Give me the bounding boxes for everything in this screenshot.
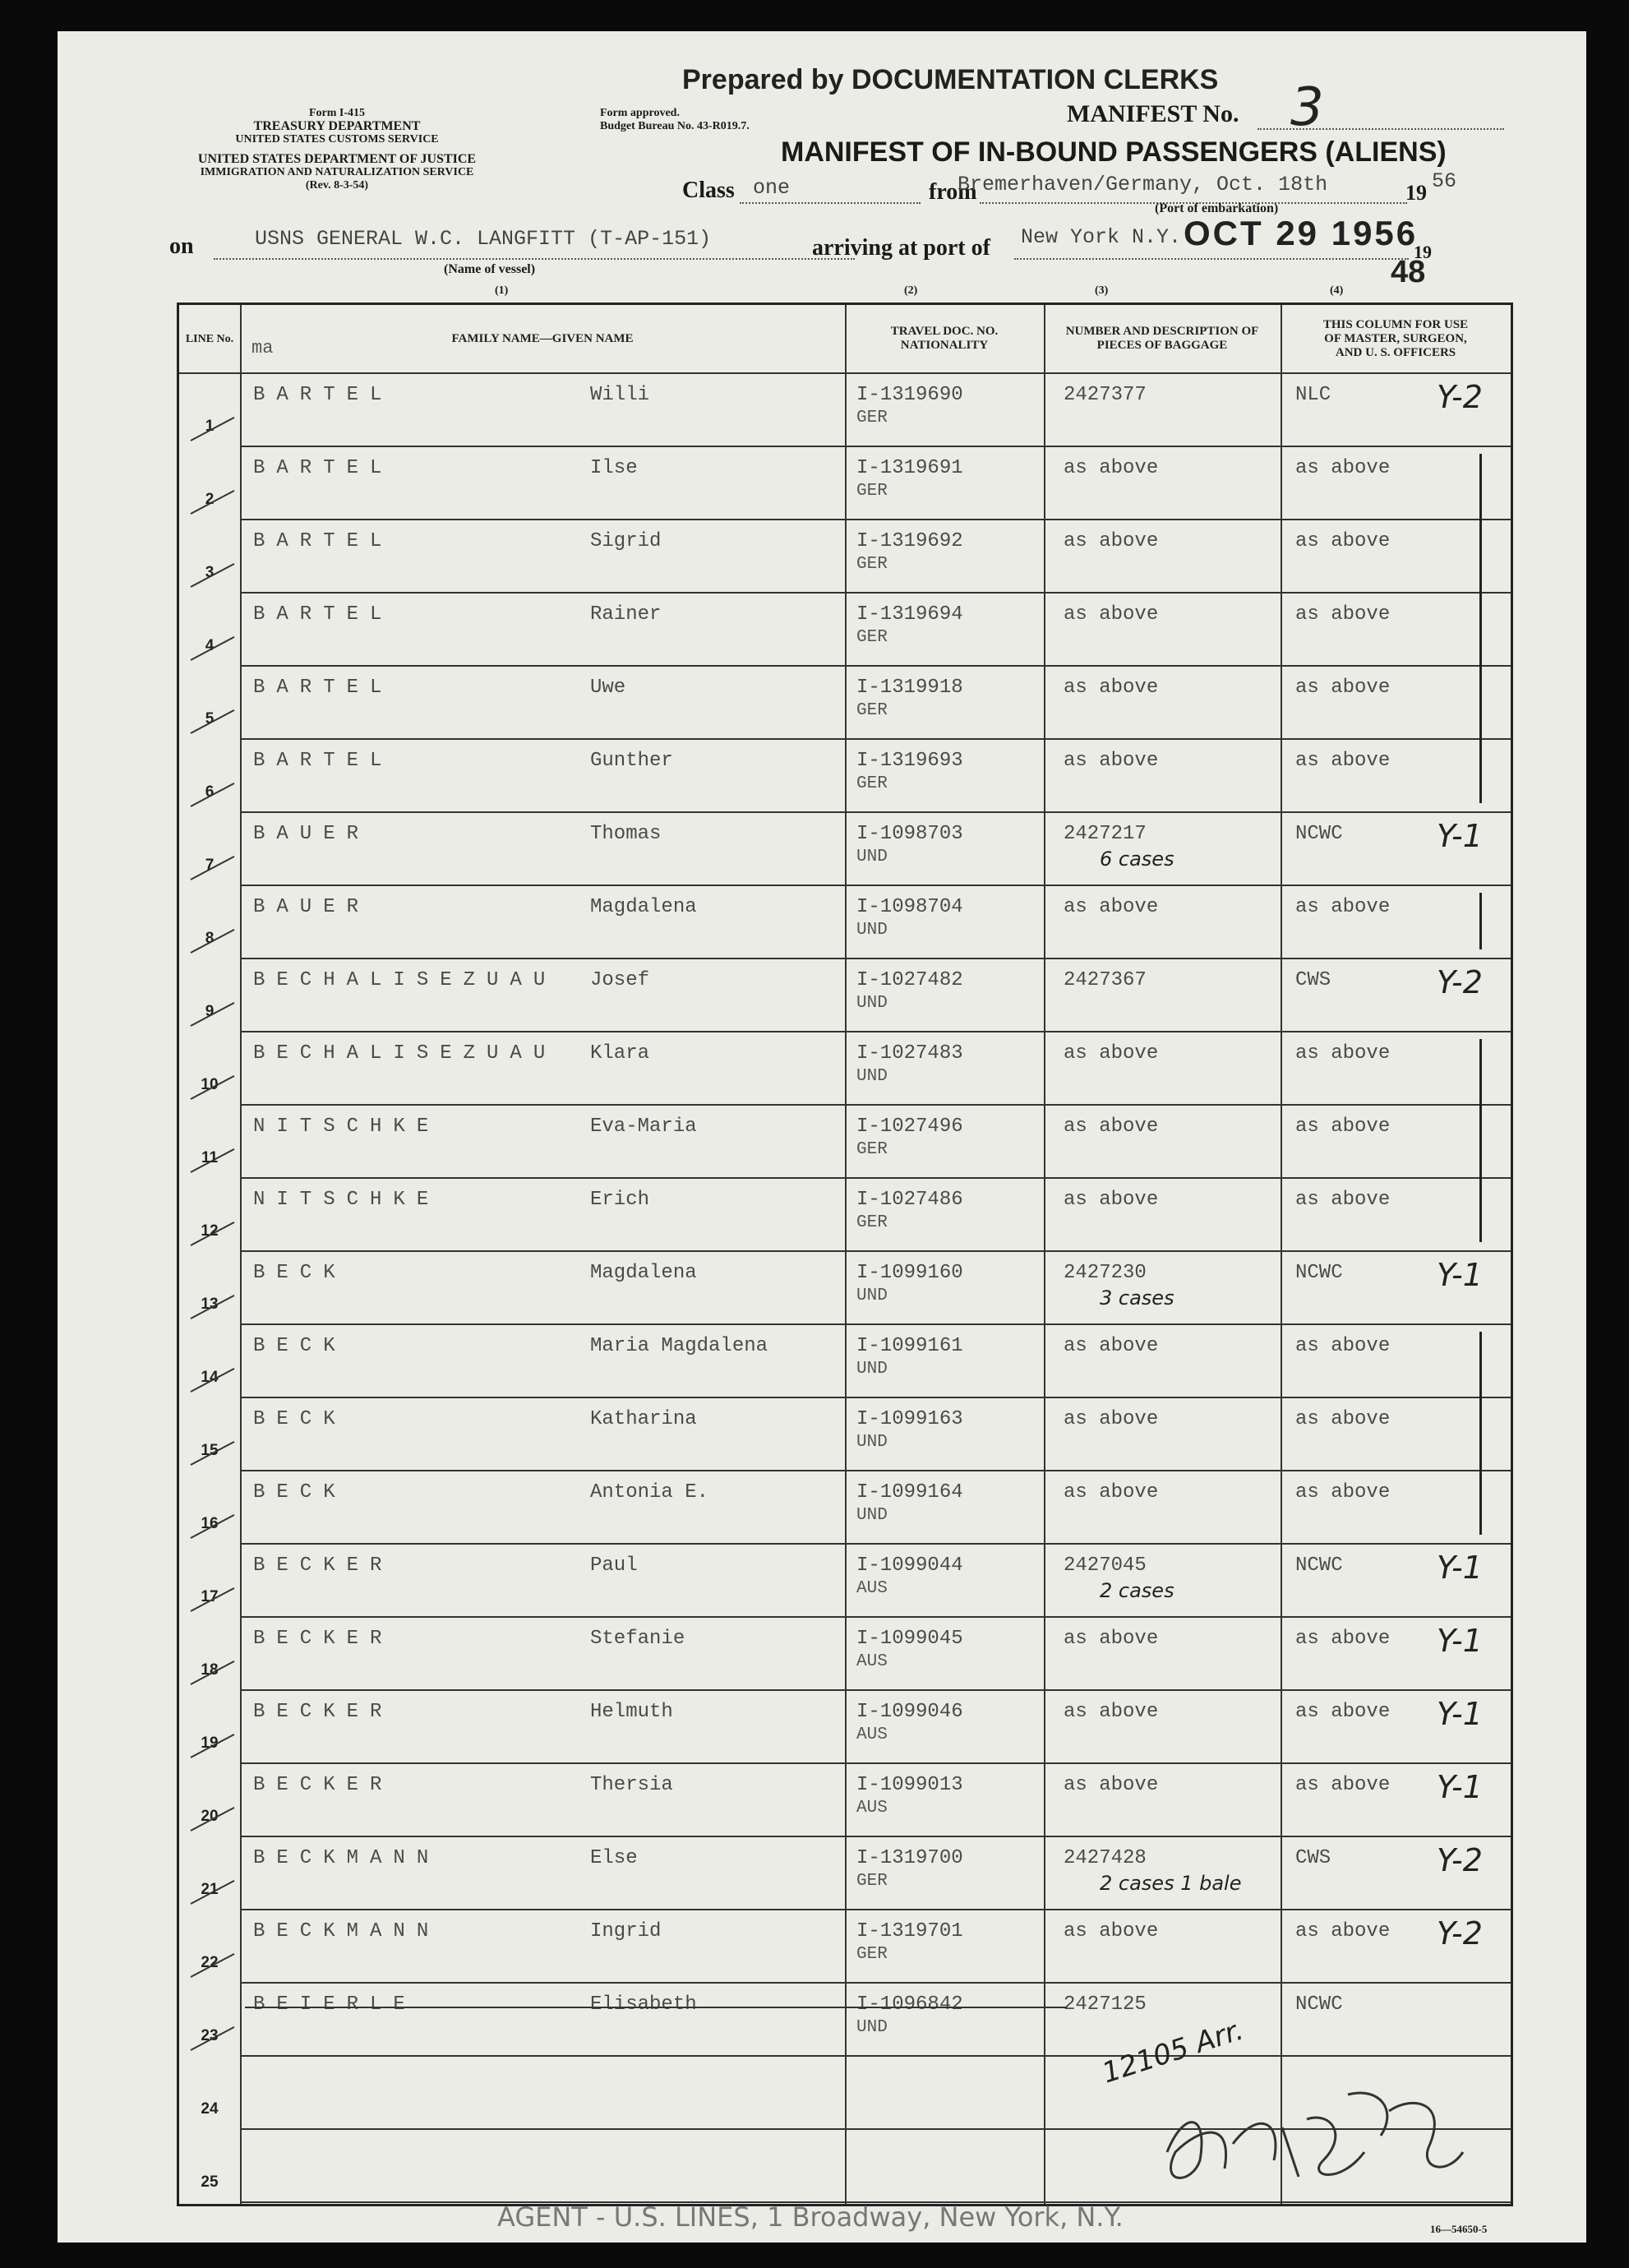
inspection-mark: Y-2 (1437, 1842, 1483, 1878)
baggage-note: 3 cases (1100, 1286, 1174, 1310)
nationality: AUS (856, 1652, 888, 1671)
family-name: BECKER (253, 1628, 394, 1650)
manifest-title: MANIFEST OF IN-BOUND PASSENGERS (ALIENS) (781, 136, 1447, 168)
inspection-mark: Y-1 (1437, 1696, 1483, 1732)
nationality: UND (856, 1360, 888, 1379)
travel-doc-number: I-1319693 (856, 750, 963, 772)
line-number: 18 (201, 1661, 219, 1679)
manifest-number-label: MANIFEST No. (1067, 100, 1239, 127)
family-name: BECK (253, 1481, 347, 1504)
col-number-2: (2) (904, 284, 918, 297)
line-number: 12 (201, 1222, 219, 1240)
table-row (179, 446, 1511, 519)
line-number: 15 (201, 1442, 219, 1460)
given-name: Stefanie (590, 1628, 685, 1650)
line-number: 11 (201, 1149, 219, 1167)
table-row (179, 665, 1511, 738)
travel-doc-number: I-1319700 (856, 1847, 963, 1869)
baggage-number: 2427367 (1064, 969, 1147, 991)
class-label: Class (682, 178, 735, 203)
travel-doc-number: I-1319918 (856, 677, 963, 699)
port-embarkation-caption: (Port of embarkation) (1155, 201, 1279, 215)
table-row (179, 1397, 1511, 1470)
baggage-number: as above (1064, 896, 1159, 918)
signature-stroke-2 (1348, 2093, 1463, 2167)
line-number: 9 (205, 1003, 215, 1021)
class-value: one (753, 176, 791, 200)
nationality: AUS (856, 1725, 888, 1744)
baggage-number: 2427125 (1064, 1993, 1147, 2016)
nationality: UND (856, 994, 888, 1013)
travel-doc-number: I-1319694 (856, 603, 963, 626)
baggage-number: as above (1064, 530, 1159, 552)
nationality: GER (856, 701, 888, 720)
vessel-caption: (Name of vessel) (444, 262, 536, 276)
travel-doc-number: I-1027482 (856, 969, 963, 991)
from-label: from (929, 179, 977, 205)
family-name: BECKMANN (253, 1920, 441, 1942)
given-name: Elisabeth (590, 1993, 697, 2016)
department-block: UNITED STATES DEPARTMENT OF JUSTICE IMMIGRATION AND NATURALIZATION SERVICE (Rev. 8-3-54) (197, 152, 477, 192)
officer-note: as above (1295, 1701, 1391, 1723)
given-name: Else (590, 1847, 638, 1869)
header-name: FAMILY NAME—GIVEN NAME (451, 331, 634, 345)
family-name: BECKER (253, 1701, 394, 1723)
given-name: Thomas (590, 823, 662, 845)
nationality: AUS (856, 1799, 888, 1818)
travel-doc-number: I-1099161 (856, 1335, 963, 1357)
line-number: 10 (201, 1076, 219, 1094)
nationality: UND (856, 921, 888, 940)
table-row (179, 958, 1511, 1031)
officer-note: as above (1295, 1408, 1391, 1430)
sheet-number: 48 (1391, 255, 1426, 289)
given-name: Katharina (590, 1408, 697, 1430)
travel-doc-number: I-1099013 (856, 1774, 963, 1796)
from-value: Bremerhaven/Germany, Oct. 18th (958, 173, 1328, 196)
travel-doc-number: I-1319690 (856, 384, 963, 406)
travel-doc-number: I-1319692 (856, 530, 963, 552)
vessel-line (214, 258, 855, 260)
officer-note: as above (1295, 530, 1391, 552)
col-number-4: (4) (1330, 284, 1344, 297)
travel-doc-number: I-1027483 (856, 1042, 963, 1065)
officer-note: NCWC (1295, 1262, 1343, 1284)
given-name: Paul (590, 1554, 638, 1577)
handwritten-arrival-note: 12105 Arr. (1098, 2013, 1248, 2090)
class-line (740, 202, 921, 204)
nationality: GER (856, 1140, 888, 1159)
nationality: UND (856, 1506, 888, 1525)
line-number: 5 (205, 710, 215, 728)
header-baggage: NUMBER AND DESCRIPTION OF PIECES OF BAGGAGE (1065, 325, 1259, 352)
given-name: Helmuth (590, 1701, 673, 1723)
nationality: AUS (856, 1579, 888, 1598)
officer-note: as above (1295, 603, 1391, 626)
officer-note: as above (1295, 1189, 1391, 1211)
baggage-number: as above (1064, 1042, 1159, 1065)
baggage-number: as above (1064, 1189, 1159, 1211)
table-row (179, 1616, 1511, 1689)
table-row (179, 519, 1511, 592)
table-row (179, 1543, 1511, 1616)
family-name: BARTEL (253, 677, 394, 699)
officer-note: NLC (1295, 384, 1331, 406)
col-number-3: (3) (1095, 284, 1109, 297)
travel-doc-number: I-1098704 (856, 896, 963, 918)
line-number: 22 (201, 1954, 219, 1972)
prepared-by-stamp: Prepared by DOCUMENTATION CLERKS (682, 64, 1219, 95)
baggage-number: 2427377 (1064, 384, 1147, 406)
header-line-no: LINE No. (185, 332, 234, 345)
line-number: 4 (205, 637, 215, 655)
manifest-page (58, 31, 1586, 2243)
line-number: 19 (201, 1734, 219, 1753)
baggage-note: 2 cases 1 bale (1100, 1872, 1242, 1895)
given-name: Erich (590, 1189, 650, 1211)
travel-doc-number: I-1099045 (856, 1628, 963, 1650)
table-row (179, 1031, 1511, 1104)
arrival-port: New York N.Y. (1021, 225, 1182, 249)
arrival-year-prefix: 19 (1414, 242, 1432, 262)
table-row (179, 372, 1511, 446)
nationality: GER (856, 774, 888, 793)
table-row (179, 738, 1511, 811)
on-label: on (169, 233, 194, 259)
table-row (179, 1177, 1511, 1250)
travel-doc-number: I-1099046 (856, 1701, 963, 1723)
baggage-number: as above (1064, 1774, 1159, 1796)
inspection-mark: Y-1 (1437, 1550, 1483, 1586)
family-name: BARTEL (253, 750, 394, 772)
given-name: Ilse (590, 457, 638, 479)
given-name: Uwe (590, 677, 626, 699)
line-number: 1 (205, 418, 215, 436)
arriving-label: arriving at port of (812, 235, 990, 261)
inspection-mark: Y-2 (1437, 1915, 1483, 1952)
strike-through-line (245, 2007, 1067, 2008)
nationality: GER (856, 555, 888, 574)
given-name: Magdalena (590, 1262, 697, 1284)
nationality: GER (856, 482, 888, 501)
line-number: 8 (205, 930, 215, 948)
officer-note: as above (1295, 1774, 1391, 1796)
officer-note: as above (1295, 1628, 1391, 1650)
given-name: Josef (590, 969, 650, 991)
table-row (179, 1250, 1511, 1323)
officer-note: NCWC (1295, 1993, 1343, 2016)
line-number: 16 (201, 1515, 219, 1533)
officer-note: as above (1295, 750, 1391, 772)
officer-note: as above (1295, 896, 1391, 918)
nationality: GER (856, 1213, 888, 1232)
given-name: Eva-Maria (590, 1116, 697, 1138)
vessel-name: USNS GENERAL W.C. LANGFITT (T-AP-151) (255, 227, 712, 251)
arrival-line (1014, 258, 1409, 260)
family-name: NITSCHKE (253, 1189, 441, 1211)
year-value: 56 (1432, 169, 1457, 193)
baggage-number: as above (1064, 1408, 1159, 1430)
form-code: 16—54650-5 (1430, 2223, 1488, 2235)
line-number: 20 (201, 1808, 219, 1826)
travel-doc-number: I-1098703 (856, 823, 963, 845)
ditto-vertical-mark (1479, 893, 1482, 949)
line-number: 25 (201, 2173, 219, 2192)
baggage-number: as above (1064, 677, 1159, 699)
officer-note: CWS (1295, 969, 1331, 991)
family-name: BECKER (253, 1774, 394, 1796)
col-number-1: (1) (495, 284, 509, 297)
family-name: BECHALISEZUAU (253, 969, 557, 991)
baggage-number: as above (1064, 750, 1159, 772)
line-number: 6 (205, 783, 215, 801)
officer-note: as above (1295, 677, 1391, 699)
baggage-number: 2427428 (1064, 1847, 1147, 1869)
inspection-mark: Y-1 (1437, 1257, 1483, 1293)
nationality: UND (856, 2018, 888, 2037)
officer-note: NCWC (1295, 823, 1343, 845)
inspection-mark: Y-1 (1437, 818, 1483, 854)
baggage-number: as above (1064, 1481, 1159, 1504)
table-row (179, 1470, 1511, 1543)
nationality: UND (856, 1433, 888, 1452)
travel-doc-number: I-1096842 (856, 1993, 963, 2016)
table-row (179, 1104, 1511, 1177)
baggage-number: as above (1064, 603, 1159, 626)
table-row (179, 1982, 1511, 2055)
baggage-number: 2427045 (1064, 1554, 1147, 1577)
given-name: Ingrid (590, 1920, 662, 1942)
family-name: BAUER (253, 896, 371, 918)
header-travel: TRAVEL DOC. NO. NATIONALITY (890, 325, 999, 352)
header-officers: THIS COLUMN FOR USE OF MASTER, SURGEON, AND U. S. OFFICERS (1322, 317, 1469, 359)
line-number: 3 (205, 564, 215, 582)
table-row (179, 1909, 1511, 1982)
line-number: 24 (201, 2100, 219, 2118)
travel-doc-number: I-1099160 (856, 1262, 963, 1284)
baggage-number: 2427230 (1064, 1262, 1147, 1284)
family-name: BARTEL (253, 530, 394, 552)
ditto-vertical-mark (1479, 1332, 1482, 1535)
inspection-mark: Y-1 (1437, 1769, 1483, 1805)
family-name: BARTEL (253, 384, 394, 406)
travel-doc-number: I-1099163 (856, 1408, 963, 1430)
travel-doc-number: I-1027496 (856, 1116, 963, 1138)
line-number: 14 (201, 1369, 219, 1387)
nationality: GER (856, 628, 888, 647)
officer-note: as above (1295, 457, 1391, 479)
baggage-number: as above (1064, 1116, 1159, 1138)
baggage-number: as above (1064, 1628, 1159, 1650)
nationality: GER (856, 1872, 888, 1891)
family-name: BECK (253, 1335, 347, 1357)
travel-doc-number: I-1027486 (856, 1189, 963, 1211)
baggage-note: 6 cases (1100, 848, 1174, 871)
arrival-date-stamp: OCT 29 1956 (1184, 214, 1419, 252)
form-number-block: Form I-415 TREASURY DEPARTMENT UNITED STATES CUSTOMS SERVICE (235, 107, 439, 146)
family-name: BECKMANN (253, 1847, 441, 1869)
signature-stroke-1 (1167, 2118, 1364, 2178)
given-name: Willi (590, 384, 650, 406)
line-number: 21 (201, 1881, 219, 1899)
officer-note: as above (1295, 1042, 1391, 1065)
family-name: BAUER (253, 823, 371, 845)
manifest-number-value: 3 (1290, 77, 1324, 138)
travel-doc-number: I-1319691 (856, 457, 963, 479)
family-name: BECK (253, 1408, 347, 1430)
family-name: BECKER (253, 1554, 394, 1577)
family-name: NITSCHKE (253, 1116, 441, 1138)
officer-note: as above (1295, 1335, 1391, 1357)
nationality: UND (856, 1286, 888, 1305)
given-name: Antonia E. (590, 1481, 709, 1504)
given-name: Magdalena (590, 896, 697, 918)
family-name: BECHALISEZUAU (253, 1042, 557, 1065)
officer-note: as above (1295, 1920, 1391, 1942)
year-prefix: 19 (1405, 181, 1427, 205)
given-name: Thersia (590, 1774, 673, 1796)
baggage-number: 2427217 (1064, 823, 1147, 845)
table-row (179, 1689, 1511, 1762)
line-number: 7 (205, 857, 215, 875)
officer-note: CWS (1295, 1847, 1331, 1869)
given-name: Sigrid (590, 530, 662, 552)
baggage-number: as above (1064, 457, 1159, 479)
family-name: BEIERLE (253, 1993, 417, 2016)
given-name: Gunther (590, 750, 673, 772)
form-approved-block: Form approved. Budget Bureau No. 43-R019.7. (600, 107, 750, 132)
line-number: 2 (205, 491, 215, 509)
family-name: BARTEL (253, 603, 394, 626)
inspection-mark: Y-2 (1437, 964, 1483, 1000)
baggage-note: 2 cases (1100, 1579, 1174, 1602)
family-name: BECK (253, 1262, 347, 1284)
nationality: GER (856, 1945, 888, 1964)
agent-footer: AGENT - U.S. LINES, 1 Broadway, New York, N.Y. (497, 2201, 1124, 2233)
line-number: 13 (201, 1296, 219, 1314)
line-number: 23 (201, 2027, 219, 2045)
table-row (179, 1762, 1511, 1836)
inspection-mark: Y-1 (1437, 1623, 1483, 1659)
family-name: BARTEL (253, 457, 394, 479)
line-number: 17 (201, 1588, 219, 1606)
officer-note: as above (1295, 1116, 1391, 1138)
baggage-number: as above (1064, 1920, 1159, 1942)
table-row (179, 592, 1511, 665)
given-name: Rainer (590, 603, 662, 626)
table-row (179, 1323, 1511, 1397)
ditto-vertical-mark (1479, 454, 1482, 803)
officer-note: NCWC (1295, 1554, 1343, 1577)
travel-doc-number: I-1099044 (856, 1554, 963, 1577)
baggage-number: as above (1064, 1701, 1159, 1723)
travel-doc-number: I-1099164 (856, 1481, 963, 1504)
table-row (179, 811, 1511, 885)
table-row (179, 885, 1511, 958)
table-row (179, 1836, 1511, 1909)
baggage-number: as above (1064, 1335, 1159, 1357)
passenger-table (177, 303, 1513, 2206)
nationality: UND (856, 848, 888, 866)
inspector-signature (1134, 2062, 1479, 2210)
given-name: Klara (590, 1042, 650, 1065)
nationality: GER (856, 409, 888, 427)
officer-note: as above (1295, 1481, 1391, 1504)
inspection-mark: Y-2 (1437, 379, 1483, 415)
nationality: UND (856, 1067, 888, 1086)
given-name: Maria Magdalena (590, 1335, 768, 1357)
header-name-marker: ma (252, 338, 274, 358)
travel-doc-number: I-1319701 (856, 1920, 963, 1942)
ditto-vertical-mark (1479, 1039, 1482, 1242)
